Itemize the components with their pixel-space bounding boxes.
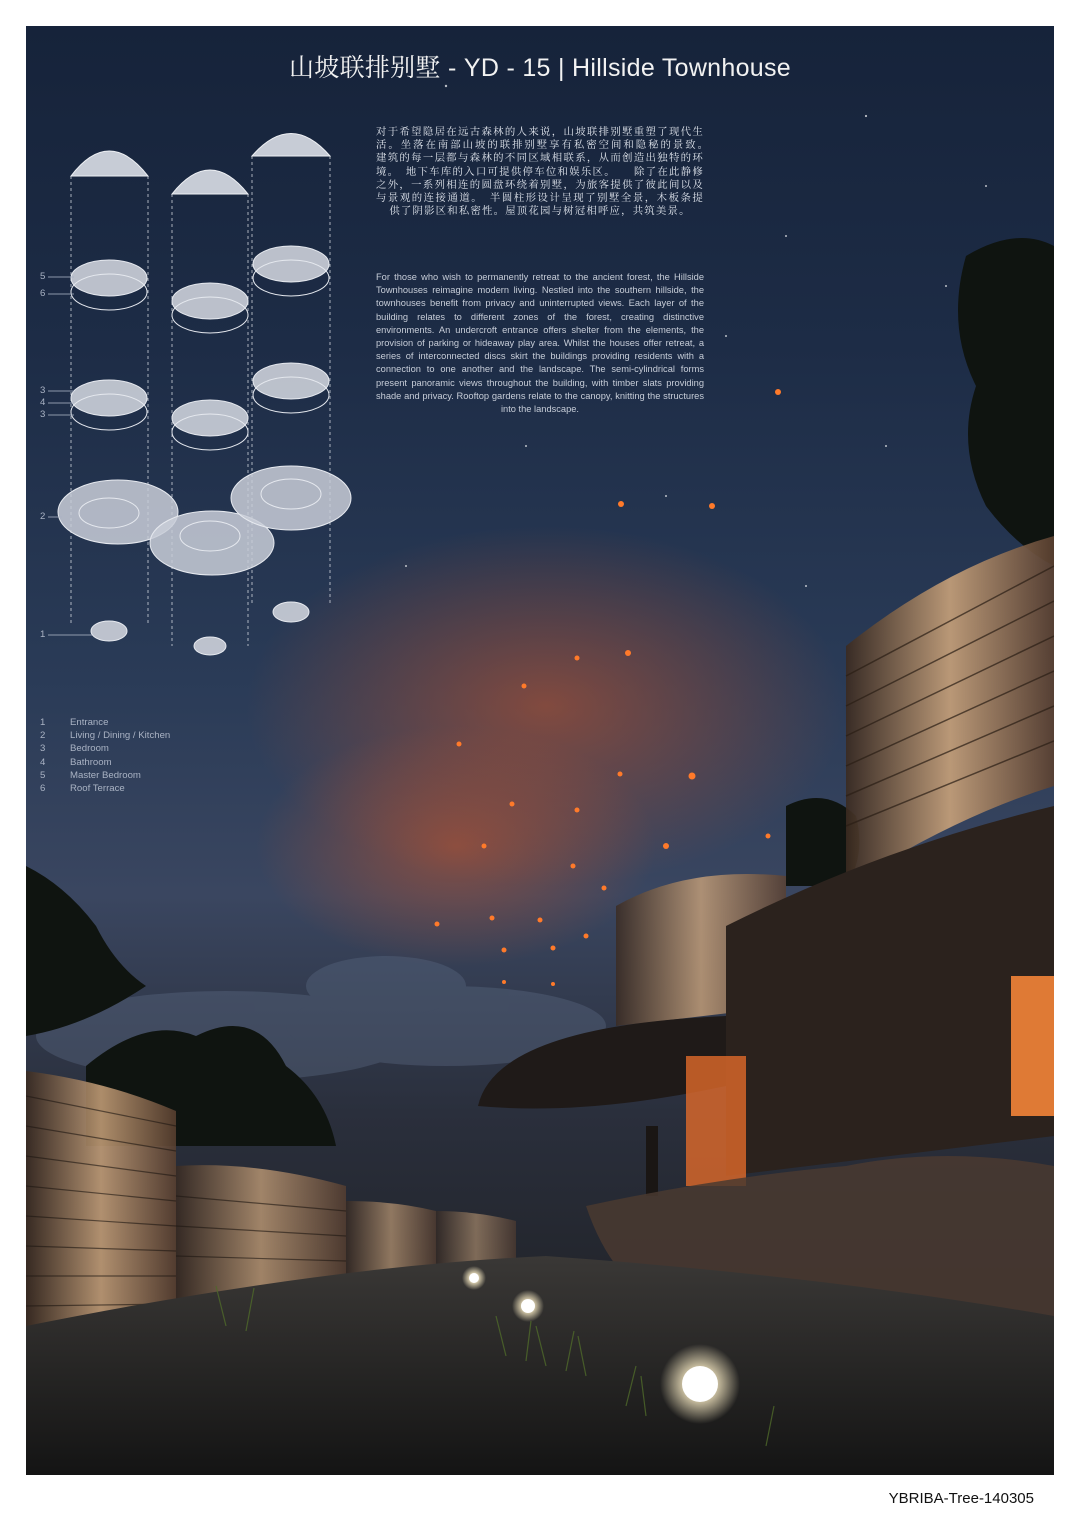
exploded-axonometric-diagram	[48, 134, 351, 656]
page-title: 山坡联排别墅 - YD - 15 | Hillside Townhouse	[288, 54, 791, 82]
entry-code: YBRIBA-Tree-140305	[888, 1490, 1034, 1507]
poster-panel	[26, 26, 1054, 1475]
level-label-3b: 3	[40, 409, 46, 420]
legend-item	[40, 742, 170, 755]
legend-label: Master Bedroom	[70, 769, 141, 781]
level-label-5: 5	[40, 271, 46, 282]
chinese-description: 对于希望隐居在远古森林的人来说，山坡联排别墅重塑了现代生活。坐落在南部山坡的联排别墅享有私密空间和隐秘的景致。 建筑的每一层都与森林的不同区域相联系，从而创造出独特的环境。 地下车库的入口可提供停车位和娱乐区。 除了在此静修之外，一系列相连的圆盘环绕着别墅，为旅客提供了彼此间以及与景观的连接通道。 半圆柱形设计呈现了别墅全景，木板条提供了阴影区和私密性。屋顶花园与树冠相呼应，共筑美景。	[376, 127, 716, 218]
legend-number: 2	[40, 730, 46, 742]
legend-number: 6	[40, 783, 46, 795]
floor-legend	[40, 716, 170, 795]
legend-item	[40, 782, 170, 795]
level-label-4: 4	[40, 397, 46, 408]
legend-number: 3	[40, 743, 46, 755]
level-label-2: 2	[40, 511, 46, 522]
legend-item	[40, 769, 170, 782]
level-label-6: 6	[40, 288, 46, 299]
legend-item	[40, 756, 170, 769]
legend-item	[40, 729, 170, 742]
level-label-3: 3	[40, 385, 46, 396]
legend-number: 1	[40, 717, 46, 728]
level-label-1: 1	[40, 629, 46, 640]
legend-number: 4	[40, 756, 46, 768]
legend-label: Bedroom	[70, 743, 109, 755]
legend-label: Entrance	[70, 717, 109, 728]
legend-number: 5	[40, 769, 46, 781]
english-description: For those who wish to permanently retreat to the ancient forest, the Hillside Townhouses reimagine modern living. Nestled into the southern hillside, the townhouses benefit from privacy and uninterrupted views. Each layer of the building relates to different zones of the forest, creating distinctive environments. An undercroft entrance offers shelter from the elements, the provision of parking or hideaway play area. Whilst the houses offer retreat, a series of interconnected discs skirt the buildings providing residents with a connection to one another and the landscape. The semi-cylindrical forms present panoramic views throughout the building, with timber slats providing shade and privacy. Rooftop gardens relate to the canopy, knitting the structures into the landscape.	[376, 272, 704, 415]
legend-label: Living / Dining / Kitchen	[70, 730, 171, 742]
legend-label: Bathroom	[70, 756, 112, 768]
legend-item	[40, 716, 170, 729]
night-scene-illustration	[26, 26, 1054, 1475]
legend-label: Roof Terrace	[70, 783, 125, 795]
